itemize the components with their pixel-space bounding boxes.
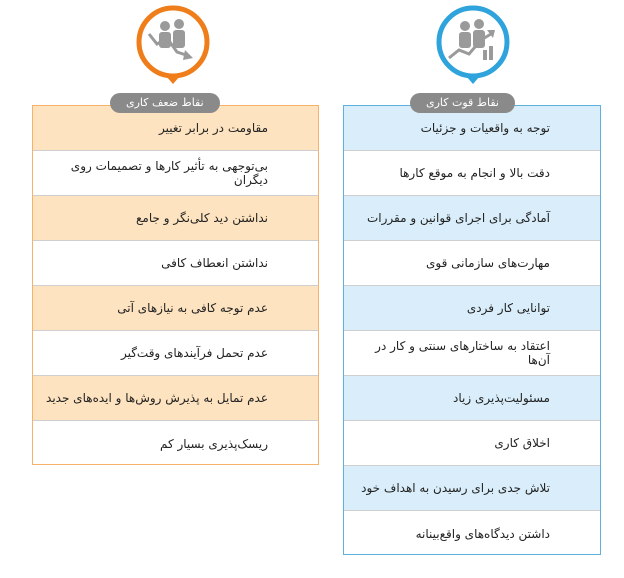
strength-item: مسئولیت‌پذیری زیاد <box>344 376 600 421</box>
weakness-item: ریسک‌پذیری بسیار کم <box>159 436 268 451</box>
strength-item: مهارت‌های سازمانی قوی <box>344 241 600 286</box>
strength-item: اخلاق کاری <box>344 421 600 466</box>
strength-item: توجه به واقعیات و جزئیات <box>344 106 600 151</box>
strength-item: داشتن دیدگاه‌های واقع‌بینانه <box>415 526 550 541</box>
weakness-item: بی‌توجهی به تأثیر کارها و تصمیمات روی دیگران <box>33 151 318 196</box>
weakness-item: مقاومت در برابر تغییر <box>33 106 318 151</box>
weakness-item: عدم تمایل به پذیرش روش‌ها و ایده‌های جدید <box>33 376 318 421</box>
falling-graph-people-icon <box>133 4 213 84</box>
strength-item: دقت بالا و انجام به موقع کارها <box>344 151 600 196</box>
strength-item: تلاش جدی برای رسیدن به اهداف خود <box>344 466 600 511</box>
weakness-item: عدم تحمل فرآیندهای وقت‌گیر <box>33 331 318 376</box>
weaknesses-title: نقاط ضعف کاری <box>110 93 220 113</box>
strength-item: اعتقاد به ساختارهای سنتی و کار در آن‌ها <box>344 331 600 376</box>
strengths-panel <box>343 105 601 555</box>
weakness-item: نداشتن دید کلی‌نگر و جامع <box>33 196 318 241</box>
rising-graph-people-icon <box>433 4 513 84</box>
weakness-item: عدم توجه کافی به نیازهای آتی <box>33 286 318 331</box>
strength-item: آمادگی برای اجرای قوانین و مقررات <box>344 196 600 241</box>
strength-item: توانایی کار فردی <box>344 286 600 331</box>
strengths-title: نقاط قوت کاری <box>410 93 515 113</box>
weakness-item: نداشتن انعطاف کافی <box>33 241 318 286</box>
weaknesses-panel <box>32 105 319 465</box>
